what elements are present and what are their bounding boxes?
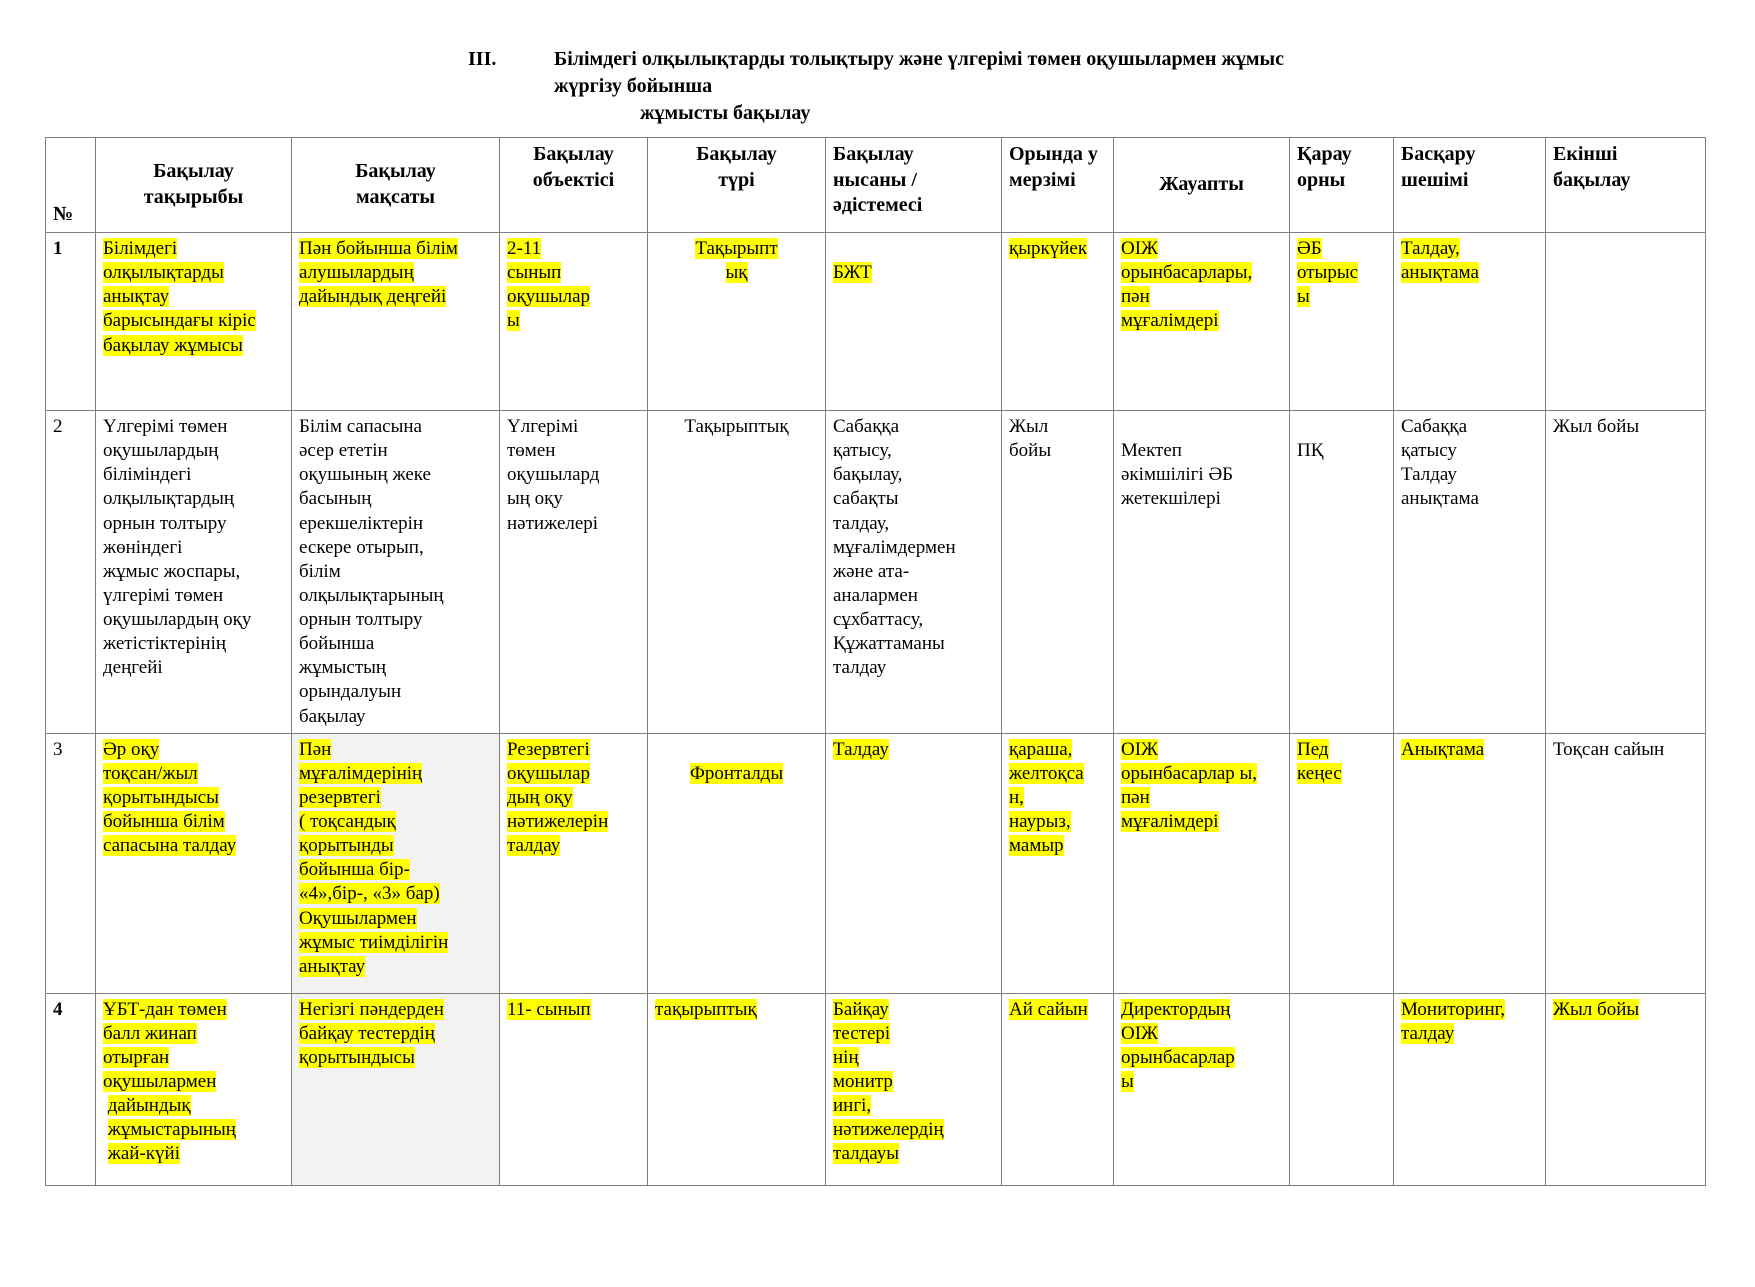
cell-row4-col10: Мониторинг, талдау [1394, 993, 1546, 1185]
cell-row3-col9: Пед кеңес [1290, 733, 1394, 993]
cell-row3-col10: Анықтама [1394, 733, 1546, 993]
cell-row4-col5: тақырыптық [648, 993, 826, 1185]
cell-row4-col9 [1290, 993, 1394, 1185]
column-header-8: Жауапты [1114, 138, 1290, 233]
cell-row2-col5: Тақырыптық [648, 411, 826, 734]
cell-row4-col7: Ай сайын [1002, 993, 1114, 1185]
cell-row4-col8: Директордың ОІЖ орынбасарлар ы [1114, 993, 1290, 1185]
cell-row1-col7: қыркүйек [1002, 233, 1114, 411]
cell-row2-col7: Жыл бойы [1002, 411, 1114, 734]
title-text [554, 46, 1284, 127]
cell-row3-col5: Фронталды [648, 733, 826, 993]
section-number: III. [468, 48, 497, 70]
cell-row1-col3: Пән бойынша білім алушылардың дайындық деңгейі [292, 233, 500, 411]
column-header-10: Басқару шешімі [1394, 138, 1546, 233]
cell-row2-col10: Сабаққа қатысу Талдау анықтама [1394, 411, 1546, 734]
cell-row2-col2: Үлгерімі төмен оқушылардың біліміндегі олқылықтардың орнын толтыру жөніндегі жұмыс жоспары, үлгерімі төмен оқушылардың оқу жетістіктерінің деңгейі [96, 411, 292, 734]
column-header-11: Екінші бақылау [1546, 138, 1706, 233]
cell-row2-col4: Үлгерімі төмен оқушылард ың оқу нәтижелері [500, 411, 648, 734]
title-line-2: жүргізу бойынша [554, 75, 713, 97]
column-header-9: Қарау орны [1290, 138, 1394, 233]
cell-row4-col11: Жыл бойы [1546, 993, 1706, 1185]
cell-row2-col9: ПҚ [1290, 411, 1394, 734]
cell-row3-col11: Тоқсан сайын [1546, 733, 1706, 993]
cell-row4-col3: Негізгі пәндерден байқау тестердің қорытындысы [292, 993, 500, 1185]
cell-row1-col8: ОІЖ орынбасарлары, пән мұғалімдері [1114, 233, 1290, 411]
cell-row1-col11 [1546, 233, 1706, 411]
cell-row1-col1: 1 [46, 233, 96, 411]
cell-row3-col3: Пән мұғалімдерінің резервтегі ( тоқсандық қорытынды бойынша бір- «4»,бір-, «3» бар) Оқушылармен жұмыс тиімділігін анықтау [292, 733, 500, 993]
cell-row1-col9: ӘБ отырыс ы [1290, 233, 1394, 411]
table-row [46, 733, 1706, 993]
cell-row1-col2: Білімдегі олқылықтарды анықтау барысындағы кіріс бақылау жұмысы [96, 233, 292, 411]
control-plan-table [45, 137, 1706, 1186]
header-row [46, 138, 1706, 233]
cell-row3-col2: Әр оқу тоқсан/жыл қорытындысы бойынша білім сапасына талдау [96, 733, 292, 993]
cell-row1-col5: Тақырыпт ық [648, 233, 826, 411]
cell-row2-col1: 2 [46, 411, 96, 734]
cell-row4-col1: 4 [46, 993, 96, 1185]
column-header-4: Бақылау объектісі [500, 138, 648, 233]
cell-row3-col7: қараша, желтоқса н, наурыз, мамыр [1002, 733, 1114, 993]
column-header-6: Бақылау нысаны / әдістемесі [826, 138, 1002, 233]
table-row [46, 993, 1706, 1185]
document-title [468, 46, 1755, 127]
table-row [46, 233, 1706, 411]
column-header-1: № [46, 138, 96, 233]
column-header-3: Бақылау мақсаты [292, 138, 500, 233]
column-header-2: Бақылау тақырыбы [96, 138, 292, 233]
cell-row2-col6: Сабаққа қатысу, бақылау, сабақты талдау, мұғалімдермен және ата- аналармен сұхбаттасу, Құжаттаманы талдау [826, 411, 1002, 734]
title-line-1: Білімдегі олқылықтарды толықтыру және үлгерімі төмен оқушылармен жұмыс [554, 48, 1284, 70]
cell-row2-col3: Білім сапасына әсер ететін оқушының жеке басының ерекшеліктерін ескере отырып, білім олқылықтарының орнын толтыру бойынша жұмыстың орындалуын бақылау [292, 411, 500, 734]
cell-row3-col6: Талдау [826, 733, 1002, 993]
table-row [46, 411, 1706, 734]
cell-row4-col2: ҰБТ-дан төмен балл жинап отырған оқушылармен дайындық жұмыстарының жай-күйі [96, 993, 292, 1185]
cell-row2-col8: Мектеп әкімшілігі ӘБ жетекшілері [1114, 411, 1290, 734]
column-header-7: Орында у мерзімі [1002, 138, 1114, 233]
cell-row1-col10: Талдау, анықтама [1394, 233, 1546, 411]
title-line-3: жұмысты бақылау [640, 102, 811, 124]
cell-row3-col8: ОІЖ орынбасарлар ы, пән мұғалімдері [1114, 733, 1290, 993]
cell-row3-col4: Резервтегі оқушылар дың оқу нәтижелерін талдау [500, 733, 648, 993]
cell-row4-col4: 11- сынып [500, 993, 648, 1185]
column-header-5: Бақылау түрі [648, 138, 826, 233]
cell-row1-col6: БЖТ [826, 233, 1002, 411]
cell-row4-col6: Байқау тестері нің монитр ингі, нәтижелердің талдауы [826, 993, 1002, 1185]
cell-row2-col11: Жыл бойы [1546, 411, 1706, 734]
cell-row1-col4: 2-11 сынып оқушылар ы [500, 233, 648, 411]
cell-row3-col1: 3 [46, 733, 96, 993]
